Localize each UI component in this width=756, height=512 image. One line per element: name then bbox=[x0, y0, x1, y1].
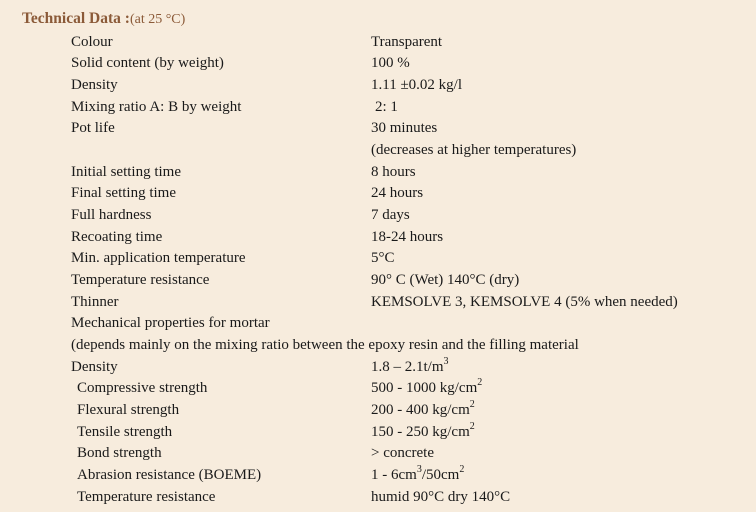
spec-value: > concrete bbox=[371, 445, 435, 461]
spec-value: 2: 1 bbox=[375, 99, 398, 115]
value-text: 1 - 6cm bbox=[371, 467, 417, 483]
spec-value: 90° C (Wet) 140°C (dry) bbox=[371, 272, 520, 288]
spec-row-full-hardness bbox=[0, 204, 756, 226]
spec-label: Mixing ratio A: B by weight bbox=[71, 99, 242, 115]
value-superscript: 2 bbox=[469, 421, 475, 432]
heading-temperature-note: (at 25 °C) bbox=[129, 12, 186, 27]
spec-row-flexural-strength bbox=[0, 399, 756, 421]
spec-label: Initial setting time bbox=[71, 164, 181, 180]
value-superscript-tail: 2 bbox=[459, 464, 465, 475]
section-note: (depends mainly on the mixing ratio between the epoxy resin and the filling material bbox=[71, 337, 579, 353]
spec-row-min-application-temp bbox=[0, 247, 756, 269]
spec-row-solid-content bbox=[0, 52, 756, 74]
value-superscript: 2 bbox=[477, 377, 483, 388]
value-text: 150 - 250 kg/cm bbox=[371, 424, 470, 440]
spec-row-density bbox=[0, 74, 756, 96]
spec-label: Density bbox=[71, 77, 118, 93]
section-note-mixing-dependency bbox=[0, 334, 756, 356]
value-text: 200 - 400 kg/cm bbox=[371, 402, 470, 418]
spec-row-initial-setting bbox=[0, 161, 756, 183]
spec-row-pot-life-note bbox=[0, 139, 756, 161]
spec-value: 1.11 ±0.02 kg/l bbox=[371, 77, 463, 93]
technical-data-heading bbox=[22, 10, 185, 28]
spec-row-colour bbox=[0, 31, 756, 53]
section-label: Mechanical properties for mortar bbox=[71, 315, 270, 331]
spec-value: 24 hours bbox=[371, 185, 424, 201]
spec-value: 18-24 hours bbox=[371, 229, 444, 245]
spec-row-final-setting bbox=[0, 182, 756, 204]
value-superscript: 3 bbox=[443, 356, 449, 367]
spec-label: Final setting time bbox=[71, 185, 176, 201]
section-heading-mechanical-properties bbox=[0, 312, 756, 334]
spec-label: Tensile strength bbox=[77, 424, 173, 440]
spec-label: Thinner bbox=[71, 294, 119, 310]
spec-label: Density bbox=[71, 359, 118, 375]
spec-value: KEMSOLVE 3, KEMSOLVE 4 (5% when needed) bbox=[371, 294, 678, 310]
spec-row-mortar-density bbox=[0, 356, 756, 378]
spec-value bbox=[371, 421, 475, 443]
spec-row-recoating bbox=[0, 226, 756, 248]
spec-row-compressive-strength bbox=[0, 377, 756, 399]
value-text: 1.8 – 2.1t/m bbox=[371, 359, 444, 375]
spec-value bbox=[371, 377, 482, 399]
spec-label: Temperature resistance bbox=[71, 272, 210, 288]
value-superscript: 2 bbox=[469, 399, 475, 410]
spec-value: 100 % bbox=[371, 55, 410, 71]
spec-label: Solid content (by weight) bbox=[71, 55, 224, 71]
spec-row-thinner bbox=[0, 291, 756, 313]
heading-title: Technical Data : bbox=[22, 10, 130, 27]
value-text-tail: /50cm bbox=[421, 467, 460, 483]
spec-label: Flexural strength bbox=[77, 402, 180, 418]
spec-label: Pot life bbox=[71, 120, 115, 136]
spec-label: Full hardness bbox=[71, 207, 152, 223]
spec-row-mixing-ratio bbox=[0, 96, 756, 118]
spec-value: 5°C bbox=[371, 250, 395, 266]
spec-value: 8 hours bbox=[371, 164, 416, 180]
spec-value: Transparent bbox=[371, 34, 443, 50]
spec-label: Bond strength bbox=[77, 445, 162, 461]
spec-row-temperature-resistance bbox=[0, 269, 756, 291]
value-superscript: 3 bbox=[416, 464, 422, 475]
spec-row-tensile-strength bbox=[0, 421, 756, 443]
spec-row-abrasion-resistance bbox=[0, 464, 756, 486]
spec-label: Abrasion resistance (BOEME) bbox=[77, 467, 262, 483]
spec-value bbox=[371, 356, 449, 378]
spec-label: Recoating time bbox=[71, 229, 163, 245]
spec-value: (decreases at higher temperatures) bbox=[371, 142, 577, 158]
spec-label: Min. application temperature bbox=[71, 250, 246, 266]
value-text: 500 - 1000 kg/cm bbox=[371, 380, 478, 396]
spec-value bbox=[371, 464, 464, 486]
spec-row-mortar-temperature-resistance bbox=[0, 486, 756, 508]
spec-label: Compressive strength bbox=[77, 380, 208, 396]
spec-value: 30 minutes bbox=[371, 120, 438, 136]
spec-label: Colour bbox=[71, 34, 113, 50]
spec-label: Temperature resistance bbox=[77, 489, 216, 505]
spec-row-bond-strength bbox=[0, 442, 756, 464]
spec-value bbox=[371, 399, 475, 421]
spec-value: humid 90°C dry 140°C bbox=[371, 489, 511, 505]
spec-value: 7 days bbox=[371, 207, 410, 223]
spec-row-pot-life bbox=[0, 117, 756, 139]
